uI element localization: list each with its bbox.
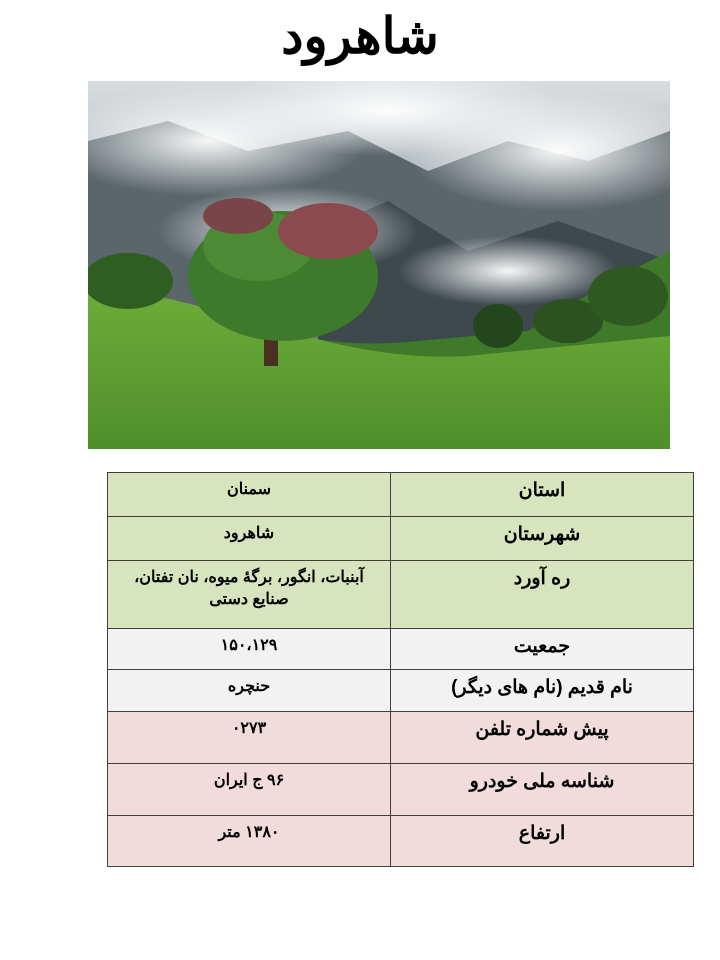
table-row xyxy=(108,764,694,816)
row-label: استان xyxy=(391,473,694,517)
row-label: پیش شماره تلفن xyxy=(391,712,694,764)
row-label: شناسه ملی خودرو xyxy=(391,764,694,816)
table-row xyxy=(108,561,694,629)
table-row xyxy=(108,629,694,670)
row-label: شهرستان xyxy=(391,517,694,561)
page-title: شاهرود xyxy=(281,8,439,64)
table-row xyxy=(108,473,694,517)
row-label: ره آورد xyxy=(391,561,694,629)
table-row xyxy=(108,816,694,867)
table-row xyxy=(108,712,694,764)
table-row xyxy=(108,670,694,712)
row-value: شاهرود xyxy=(108,517,391,561)
row-value: ۰۲۷۳ xyxy=(108,712,391,764)
row-value: ۹۶ ج ایران xyxy=(108,764,391,816)
row-value: ۱۵۰،۱۲۹ xyxy=(108,629,391,670)
row-label: ارتفاع xyxy=(391,816,694,867)
row-label: جمعیت xyxy=(391,629,694,670)
row-value: حنچره xyxy=(108,670,391,712)
landscape-photo xyxy=(88,81,670,449)
row-label: نام قدیم (نام های دیگر) xyxy=(391,670,694,712)
row-value: آبنبات، انگور، برگهٔ میوه، نان تفتان، صنایع دستی xyxy=(108,561,391,629)
row-value: سمنان xyxy=(108,473,391,517)
info-table xyxy=(107,472,694,867)
row-value: ۱۳۸۰ متر xyxy=(108,816,391,867)
table-row xyxy=(108,517,694,561)
